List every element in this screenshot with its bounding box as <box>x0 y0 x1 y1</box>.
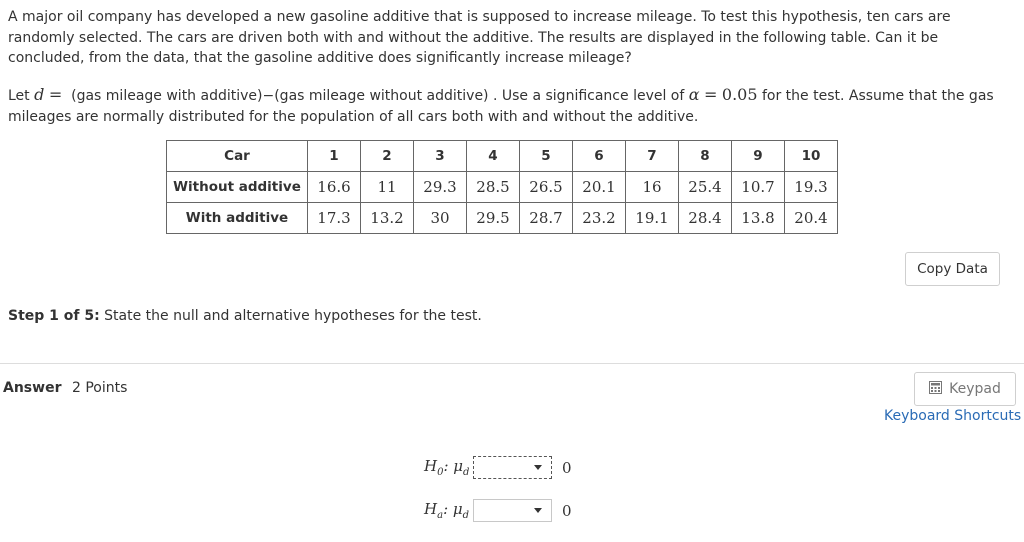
chevron-down-icon <box>534 508 542 513</box>
table-cell: 25.4 <box>679 172 732 203</box>
table-cell: 23.2 <box>573 203 626 234</box>
table-cell: 26.5 <box>520 172 573 203</box>
table-cell: 28.7 <box>520 203 573 234</box>
table-cell: 30 <box>414 203 467 234</box>
table-header-cell: 2 <box>361 141 414 172</box>
h-symbol: H <box>424 457 438 475</box>
alpha-symbol: α <box>688 85 700 104</box>
table-header-cell: 9 <box>732 141 785 172</box>
row-label: Without additive <box>167 172 308 203</box>
difference-expression: (gas mileage with additive)−(gas mileage without additive) <box>71 88 489 104</box>
table-cell: 16 <box>626 172 679 203</box>
null-hypothesis-operator-select[interactable] <box>473 456 552 479</box>
h-subscript: 0 <box>437 467 444 478</box>
table-cell: 19.1 <box>626 203 679 234</box>
table-header-cell: Car <box>167 141 308 172</box>
mu-symbol: : μ <box>443 500 463 518</box>
table-header-cell: 1 <box>308 141 361 172</box>
row-label: With additive <box>167 203 308 234</box>
table-cell: 20.1 <box>573 172 626 203</box>
null-hypothesis-value: 0 <box>562 458 572 477</box>
table-header-cell: 8 <box>679 141 732 172</box>
table-header-cell: 10 <box>785 141 838 172</box>
definition-text <box>8 84 1013 128</box>
table-cell: 16.6 <box>308 172 361 203</box>
table-header-cell: 7 <box>626 141 679 172</box>
table-header-cell: 4 <box>467 141 520 172</box>
table-cell: 17.3 <box>308 203 361 234</box>
table-header-row <box>167 141 838 172</box>
table-cell: 19.3 <box>785 172 838 203</box>
step-instruction <box>8 308 482 324</box>
keypad-button[interactable] <box>914 372 1016 406</box>
mu-subscript: d <box>463 467 470 478</box>
definition-mid: . Use a significance level of <box>492 88 685 104</box>
table-cell: 13.2 <box>361 203 414 234</box>
copy-data-button[interactable]: Copy Data <box>905 252 1000 286</box>
definition-tail: for the test. Assume that the gas mileages are normally distributed for the population of all cars both with and without the additive. <box>8 88 994 125</box>
step-prefix: Step 1 of 5: <box>8 308 100 324</box>
alpha-equals: = <box>704 85 718 104</box>
table-cell: 28.4 <box>679 203 732 234</box>
answer-label: Answer <box>3 380 62 396</box>
table-cell: 11 <box>361 172 414 203</box>
keypad-icon <box>929 381 942 398</box>
table-cell: 29.5 <box>467 203 520 234</box>
mu-subscript: d <box>462 510 470 521</box>
table-cell: 13.8 <box>732 203 785 234</box>
table-cell: 10.7 <box>732 172 785 203</box>
mu-symbol: : μ <box>443 457 464 475</box>
table-header-cell: 6 <box>573 141 626 172</box>
null-hypothesis-label <box>424 457 473 478</box>
equals-sign: = <box>48 85 63 104</box>
table-cell: 29.3 <box>414 172 467 203</box>
table-row <box>167 203 838 234</box>
alternative-hypothesis-label <box>424 500 473 521</box>
h-symbol: H <box>424 500 438 518</box>
chevron-down-icon <box>534 465 542 470</box>
keypad-label: Keypad <box>949 381 1001 397</box>
alternative-hypothesis-value: 0 <box>562 501 572 520</box>
alternative-hypothesis-row <box>424 499 572 522</box>
points-label: 2 Points <box>72 380 128 396</box>
table-header-cell: 5 <box>520 141 573 172</box>
table-row <box>167 172 838 203</box>
table-cell: 28.5 <box>467 172 520 203</box>
var-d: d <box>34 85 45 104</box>
alternative-hypothesis-operator-select[interactable] <box>473 499 552 522</box>
step-text: State the null and alternative hypotheses for the test. <box>104 308 482 324</box>
mileage-table <box>166 140 838 234</box>
let-word: Let <box>8 88 30 104</box>
problem-statement: A major oil company has developed a new gasoline additive that is supposed to increase mileage. To test this hypothesis, ten cars are randomly selected. The cars are driven both with and without the additive. The results are displayed in the following table. Can it be concluded, from the data, that the gasoline additive does significantly increase mileage? <box>8 9 951 66</box>
table-header-cell: 3 <box>414 141 467 172</box>
null-hypothesis-row <box>424 456 572 479</box>
keyboard-shortcuts-link[interactable]: Keyboard Shortcuts <box>884 408 1022 424</box>
h-subscript: a <box>437 510 444 521</box>
table-cell: 20.4 <box>785 203 838 234</box>
alpha-value: 0.05 <box>721 85 758 104</box>
section-divider <box>0 363 1024 364</box>
